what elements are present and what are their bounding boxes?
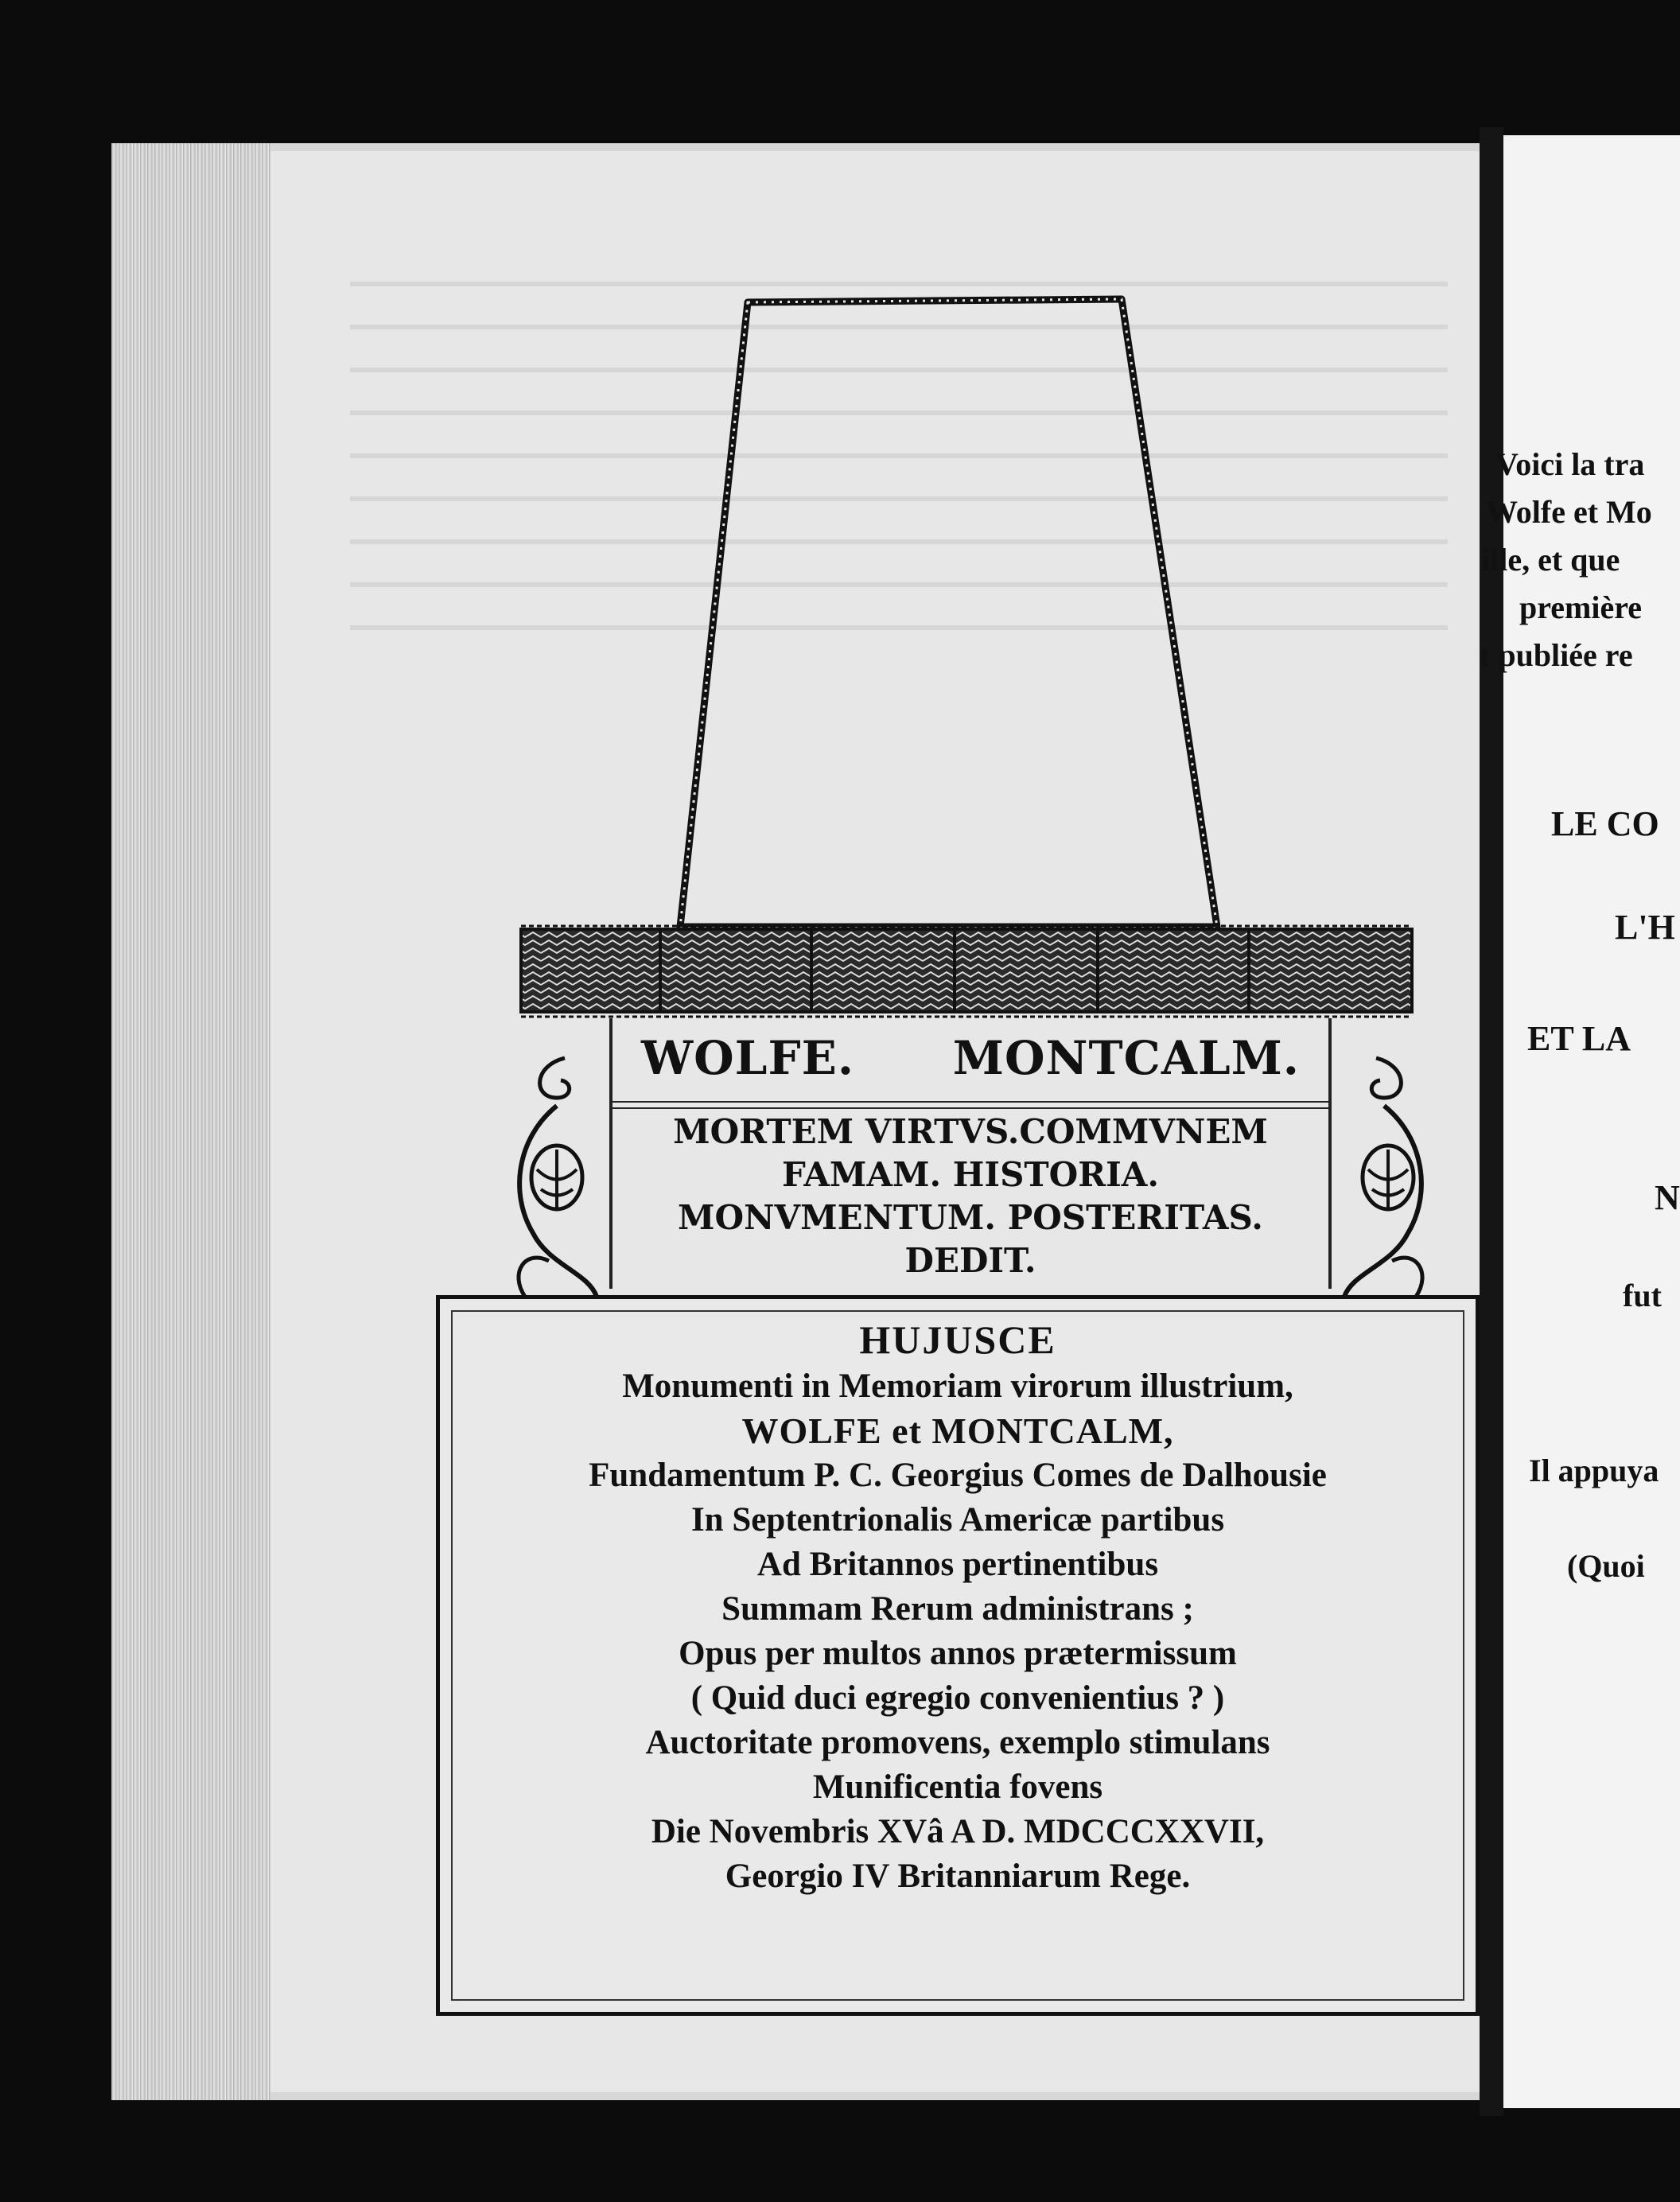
- right-page-line: Wolfe et Mo: [1486, 494, 1652, 530]
- tablet-names: [612, 1018, 1328, 1098]
- tablet-divider: [612, 1101, 1328, 1109]
- motto-line: MORTEM VIRTVS.COMMVNEM: [673, 1112, 1268, 1151]
- book-spine: [1480, 127, 1503, 2116]
- inscription-text: [440, 1315, 1476, 1899]
- motto-line: FAMAM. HISTORIA.: [781, 1155, 1160, 1194]
- name-wolfe: WOLFE.: [641, 1031, 855, 1085]
- right-page-line: ille, et que: [1481, 542, 1620, 578]
- monument-tablet: [612, 1018, 1328, 1297]
- right-page-line: première: [1519, 589, 1643, 625]
- inscription-line: Ad Britannos pertinentibus: [756, 1546, 1159, 1583]
- motto-line: DEDIT.: [904, 1241, 1036, 1280]
- inscription-line: Munificentia fovens: [812, 1768, 1103, 1806]
- tablet-border-right: [1328, 1018, 1332, 1289]
- right-page-line: t publiée re: [1480, 637, 1633, 673]
- right-page-line: N: [1655, 1178, 1680, 1217]
- inscription-line: Auctoritate promovens, exemplo stimulans: [645, 1724, 1270, 1761]
- inscription-line: Fundamentum P. C. Georgius Comes de Dalhousie: [589, 1457, 1327, 1494]
- right-page-line: L'H: [1615, 908, 1675, 947]
- inscription-box: [436, 1295, 1480, 2016]
- inscription-line: Georgio IV Britanniarum Rege.: [725, 1858, 1191, 1895]
- inscription-line: In Septentrionalis Americæ partibus: [690, 1501, 1225, 1539]
- right-page-line: fut: [1623, 1278, 1662, 1313]
- inscription-line: Opus per multos annos prætermissum: [679, 1635, 1237, 1672]
- right-page-line: (Quoi: [1567, 1548, 1645, 1584]
- inscription-line: WOLFE et MONTCALM,: [741, 1410, 1174, 1451]
- inscription-line: Summam Rerum administrans ;: [721, 1590, 1194, 1628]
- obelisk-illustration: [509, 278, 1416, 1034]
- inscription-heading: HUJUSCE: [859, 1317, 1056, 1362]
- obelisk-shaft: [680, 299, 1217, 927]
- page-edges: [111, 143, 270, 2100]
- motto-line: MONVMENTUM. POSTERITAS.: [678, 1198, 1263, 1237]
- inscription-line: ( Quid duci egregio convenientius ? ): [690, 1679, 1225, 1717]
- obelisk-base-band: [521, 926, 1412, 1017]
- right-page-line: ET LA: [1527, 1019, 1631, 1058]
- inscription-line: Monumenti in Memoriam virorum illustrium,: [622, 1367, 1293, 1405]
- right-page-line: Voici la tra: [1495, 446, 1645, 482]
- scroll-ornament-left: [501, 1050, 612, 1305]
- tablet-motto: [612, 1111, 1328, 1282]
- right-page-line: LE CO: [1551, 804, 1659, 843]
- scroll-ornament-right: [1328, 1050, 1440, 1305]
- inscription-line: Die Novembris XVâ A D. MDCCCXXVII,: [651, 1813, 1265, 1850]
- right-page: [1480, 135, 1680, 2108]
- right-page-line: Il appuya: [1529, 1453, 1659, 1488]
- name-montcalm: MONTCALM.: [952, 1031, 1300, 1085]
